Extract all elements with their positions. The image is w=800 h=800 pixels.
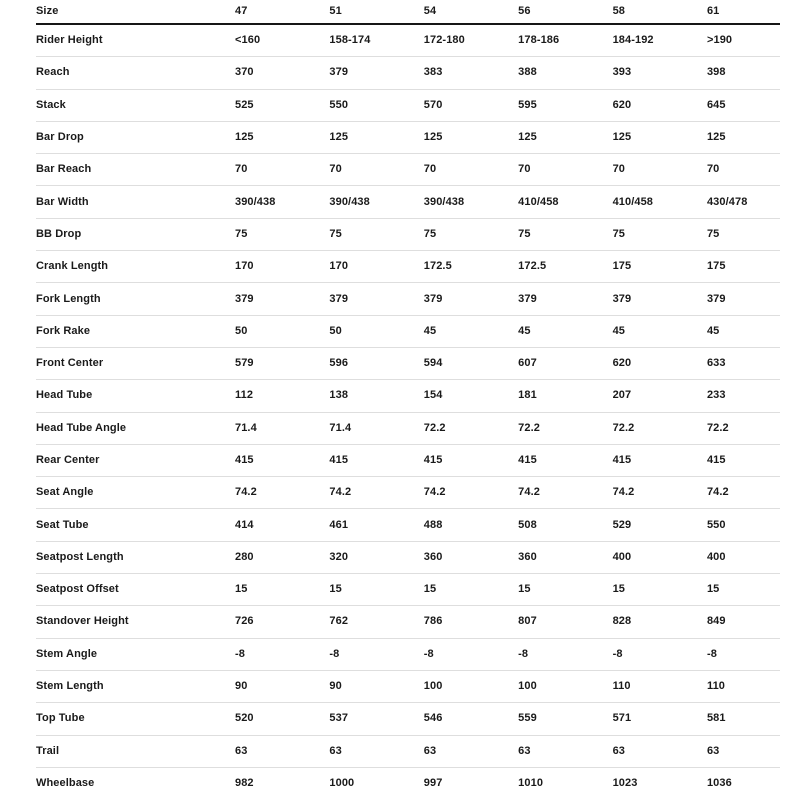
row-value: 75 bbox=[706, 227, 720, 240]
row-value: 410/458 bbox=[518, 195, 559, 208]
row-value: 570 bbox=[423, 98, 443, 111]
row-value: 320 bbox=[329, 550, 349, 563]
row-value: 72.2 bbox=[518, 421, 540, 434]
row-value: 595 bbox=[518, 98, 537, 111]
row-value: 594 bbox=[423, 357, 443, 370]
table-row bbox=[36, 413, 780, 445]
column-header-value: 61 bbox=[706, 5, 720, 17]
row-value: 184-192 bbox=[612, 34, 654, 47]
row-value: 828 bbox=[612, 615, 632, 628]
row-label: Rider Height bbox=[36, 34, 103, 47]
row-value: 71.4 bbox=[235, 421, 257, 434]
row-value: 360 bbox=[518, 550, 537, 563]
row-label: Seat Tube bbox=[36, 518, 89, 531]
column-header-value: 56 bbox=[518, 5, 531, 17]
column-header-value: 58 bbox=[612, 5, 625, 17]
table-row bbox=[36, 509, 780, 541]
row-value: 400 bbox=[612, 550, 632, 563]
table-row bbox=[36, 25, 780, 57]
row-value: 75 bbox=[423, 227, 437, 240]
row-value: 393 bbox=[612, 66, 632, 79]
row-value: 70 bbox=[423, 163, 437, 176]
row-value: -8 bbox=[235, 647, 245, 660]
table-body bbox=[36, 25, 780, 800]
row-value: 415 bbox=[612, 454, 632, 466]
row-value: 15 bbox=[235, 583, 248, 596]
row-value: 415 bbox=[518, 454, 537, 466]
row-value: 172.5 bbox=[518, 260, 547, 273]
row-value: 90 bbox=[329, 680, 342, 693]
table-row bbox=[36, 316, 780, 348]
geometry-table bbox=[36, 0, 780, 800]
table-row bbox=[36, 380, 780, 412]
row-label: Standover Height bbox=[36, 615, 129, 628]
row-value: 72.2 bbox=[612, 421, 635, 434]
row-value: 415 bbox=[706, 454, 726, 466]
row-value: 50 bbox=[329, 324, 342, 337]
row-value: 70 bbox=[235, 163, 248, 176]
row-value: 379 bbox=[706, 292, 726, 305]
row-label: Stem Length bbox=[36, 680, 104, 693]
row-label: Seatpost Offset bbox=[36, 583, 119, 596]
table-row bbox=[36, 154, 780, 186]
row-value: 537 bbox=[329, 712, 349, 725]
row-label: Reach bbox=[36, 66, 70, 79]
table-header-row bbox=[36, 0, 780, 25]
row-label: Front Center bbox=[36, 357, 104, 370]
row-value: 807 bbox=[518, 615, 537, 628]
row-value: 63 bbox=[518, 744, 531, 757]
row-value: 390/438 bbox=[235, 195, 276, 208]
column-header-value: 54 bbox=[423, 5, 437, 17]
row-value: 181 bbox=[518, 389, 537, 402]
row-value: 172.5 bbox=[423, 260, 452, 273]
row-value: <160 bbox=[235, 34, 261, 47]
row-value: 488 bbox=[423, 518, 443, 531]
row-value: 415 bbox=[423, 454, 443, 466]
row-label: BB Drop bbox=[36, 227, 82, 240]
row-value: 379 bbox=[612, 292, 632, 305]
table-row bbox=[36, 736, 780, 768]
row-value: 579 bbox=[235, 357, 254, 370]
row-value: 997 bbox=[423, 777, 443, 790]
row-value: 15 bbox=[518, 583, 531, 596]
row-value: 170 bbox=[235, 260, 254, 273]
table-row bbox=[36, 57, 780, 89]
row-value: 63 bbox=[329, 744, 342, 757]
row-value: 379 bbox=[423, 292, 443, 305]
column-header-value: 51 bbox=[329, 5, 342, 17]
table-row bbox=[36, 122, 780, 154]
row-value: 125 bbox=[235, 131, 254, 144]
row-value: 74.2 bbox=[706, 486, 729, 499]
row-label: Fork Rake bbox=[36, 324, 91, 337]
row-value: 726 bbox=[235, 615, 254, 628]
row-value: 110 bbox=[612, 680, 631, 693]
table-row bbox=[36, 542, 780, 574]
row-value: 110 bbox=[706, 680, 725, 693]
row-value: 400 bbox=[706, 550, 726, 563]
row-label: Crank Length bbox=[36, 260, 109, 273]
row-label: Bar Drop bbox=[36, 131, 84, 144]
row-label: Bar Width bbox=[36, 195, 89, 208]
row-value: 125 bbox=[329, 131, 349, 144]
row-value: 138 bbox=[329, 389, 349, 402]
row-value: 559 bbox=[518, 712, 537, 725]
row-value: 581 bbox=[706, 712, 726, 725]
row-value: 74.2 bbox=[518, 486, 540, 499]
table-row bbox=[36, 348, 780, 380]
row-value: 70 bbox=[329, 163, 342, 176]
table-row bbox=[36, 219, 780, 251]
row-value: 360 bbox=[423, 550, 443, 563]
row-value: 620 bbox=[612, 98, 632, 111]
row-value: 71.4 bbox=[329, 421, 352, 434]
row-value: 390/438 bbox=[423, 195, 465, 208]
row-value: 74.2 bbox=[612, 486, 635, 499]
row-value: 633 bbox=[706, 357, 726, 370]
row-value: 15 bbox=[612, 583, 625, 596]
row-value: 1000 bbox=[329, 777, 355, 790]
table-row bbox=[36, 186, 780, 218]
row-value: 100 bbox=[423, 680, 443, 693]
row-value: 72.2 bbox=[706, 421, 729, 434]
table-row bbox=[36, 445, 780, 477]
row-value: 849 bbox=[706, 615, 726, 628]
row-value: 233 bbox=[706, 389, 726, 402]
row-label: Fork Length bbox=[36, 292, 101, 305]
row-value: 172-180 bbox=[423, 34, 465, 47]
row-label: Wheelbase bbox=[36, 777, 95, 790]
row-value: >190 bbox=[706, 34, 733, 47]
row-value: 645 bbox=[706, 98, 726, 111]
row-value: 508 bbox=[518, 518, 537, 531]
row-value: 72.2 bbox=[423, 421, 446, 434]
row-value: 529 bbox=[612, 518, 632, 531]
row-value: 414 bbox=[235, 518, 254, 531]
table-row bbox=[36, 671, 780, 703]
row-value: 125 bbox=[612, 131, 632, 144]
row-value: 280 bbox=[235, 550, 254, 563]
row-value: 546 bbox=[423, 712, 443, 725]
row-value: 525 bbox=[235, 98, 254, 111]
row-value: 45 bbox=[612, 324, 625, 337]
row-label: Seat Angle bbox=[36, 486, 94, 499]
row-value: 75 bbox=[518, 227, 531, 240]
row-value: 1010 bbox=[518, 777, 544, 790]
row-value: -8 bbox=[329, 647, 340, 660]
row-value: 90 bbox=[235, 680, 248, 693]
row-value: -8 bbox=[518, 647, 529, 660]
row-value: 383 bbox=[423, 66, 443, 79]
row-value: 125 bbox=[706, 131, 726, 144]
row-value: 398 bbox=[706, 66, 726, 79]
row-value: 50 bbox=[235, 324, 248, 337]
row-value: 379 bbox=[329, 66, 349, 79]
row-value: 207 bbox=[612, 389, 632, 402]
row-value: 762 bbox=[329, 615, 349, 628]
row-value: 170 bbox=[329, 260, 349, 273]
row-value: 786 bbox=[423, 615, 443, 628]
row-value: 63 bbox=[612, 744, 625, 757]
row-value: 550 bbox=[706, 518, 726, 531]
table-row bbox=[36, 639, 780, 671]
row-value: 1036 bbox=[706, 777, 732, 790]
row-value: 63 bbox=[235, 744, 248, 757]
row-value: 175 bbox=[706, 260, 726, 273]
row-value: 430/478 bbox=[706, 195, 748, 208]
row-value: 596 bbox=[329, 357, 349, 370]
row-value: 158-174 bbox=[329, 34, 371, 47]
row-value: 388 bbox=[518, 66, 537, 79]
row-value: -8 bbox=[706, 647, 717, 660]
row-value: 410/458 bbox=[612, 195, 654, 208]
table-row bbox=[36, 703, 780, 735]
table-row bbox=[36, 768, 780, 800]
row-value: 390/438 bbox=[329, 195, 370, 208]
row-label: Seatpost Length bbox=[36, 550, 124, 563]
row-value: 75 bbox=[329, 227, 342, 240]
row-label: Head Tube Angle bbox=[36, 421, 127, 434]
row-value: 75 bbox=[235, 227, 248, 240]
row-value: 112 bbox=[235, 389, 254, 402]
row-value: 620 bbox=[612, 357, 632, 370]
row-value: 461 bbox=[329, 518, 349, 531]
row-value: 15 bbox=[706, 583, 720, 596]
row-value: 982 bbox=[235, 777, 254, 790]
row-value: 15 bbox=[423, 583, 437, 596]
row-value: 75 bbox=[612, 227, 625, 240]
row-value: 70 bbox=[518, 163, 531, 176]
row-value: 45 bbox=[706, 324, 720, 337]
table-row bbox=[36, 283, 780, 315]
row-label: Trail bbox=[36, 744, 60, 757]
row-value: 63 bbox=[423, 744, 437, 757]
table-row bbox=[36, 90, 780, 122]
row-value: 70 bbox=[612, 163, 625, 176]
row-label: Rear Center bbox=[36, 454, 100, 466]
row-label: Bar Reach bbox=[36, 163, 92, 176]
row-value: 74.2 bbox=[329, 486, 352, 499]
row-label: Stem Angle bbox=[36, 647, 98, 660]
row-value: 100 bbox=[518, 680, 537, 693]
row-value: 15 bbox=[329, 583, 342, 596]
column-header-size: Size bbox=[36, 5, 59, 17]
table-row bbox=[36, 606, 780, 638]
row-value: 178-186 bbox=[518, 34, 560, 47]
row-value: 74.2 bbox=[235, 486, 257, 499]
row-value: 379 bbox=[329, 292, 349, 305]
row-value: 70 bbox=[706, 163, 720, 176]
row-value: 63 bbox=[706, 744, 720, 757]
row-value: 379 bbox=[235, 292, 254, 305]
row-value: -8 bbox=[612, 647, 623, 660]
table-row bbox=[36, 251, 780, 283]
row-value: 1023 bbox=[612, 777, 638, 790]
row-value: 125 bbox=[518, 131, 537, 144]
row-label: Stack bbox=[36, 98, 66, 111]
row-value: 415 bbox=[329, 454, 349, 466]
row-label: Head Tube bbox=[36, 389, 93, 402]
table-row bbox=[36, 574, 780, 606]
row-value: 520 bbox=[235, 712, 254, 725]
column-header-value: 47 bbox=[235, 5, 248, 17]
row-value: 125 bbox=[423, 131, 443, 144]
row-value: 45 bbox=[518, 324, 531, 337]
row-value: 607 bbox=[518, 357, 537, 370]
table-row bbox=[36, 477, 780, 509]
row-label: Top Tube bbox=[36, 712, 85, 725]
row-value: 74.2 bbox=[423, 486, 446, 499]
row-value: -8 bbox=[423, 647, 434, 660]
row-value: 379 bbox=[518, 292, 537, 305]
row-value: 571 bbox=[612, 712, 632, 725]
row-value: 154 bbox=[423, 389, 443, 402]
row-value: 550 bbox=[329, 98, 349, 111]
row-value: 175 bbox=[612, 260, 632, 273]
row-value: 370 bbox=[235, 66, 254, 79]
row-value: 45 bbox=[423, 324, 437, 337]
row-value: 415 bbox=[235, 454, 254, 466]
